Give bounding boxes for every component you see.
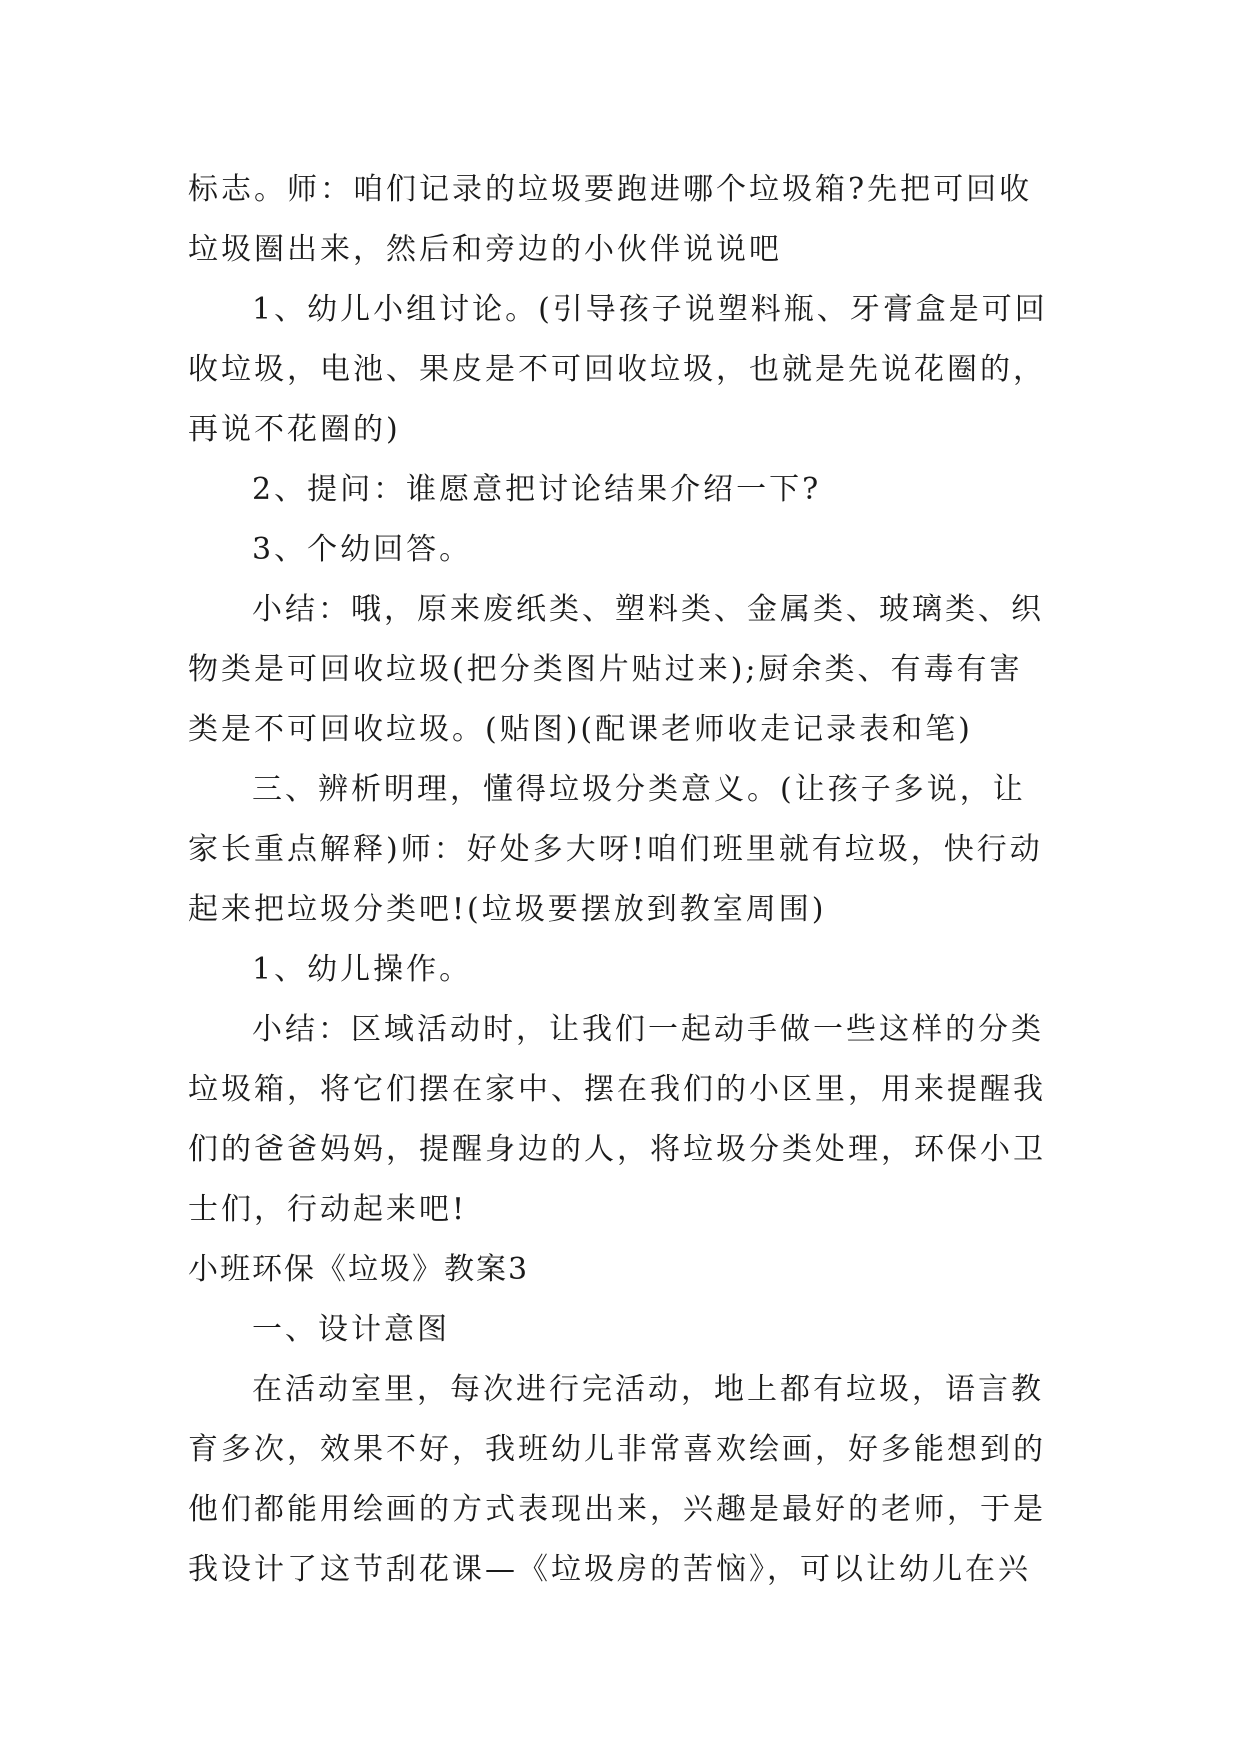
text-line: 标志。师：咱们记录的垃圾要跑进哪个垃圾箱?先把可回收 xyxy=(188,172,1033,207)
text-line: 士们，行动起来吧! xyxy=(188,1192,468,1227)
text-line: 收垃圾，电池、果皮是不可回收垃圾，也就是先说花圈的， xyxy=(188,352,1046,387)
document-body xyxy=(188,160,1056,1600)
text-line: 们的爸爸妈妈，提醒身边的人，将垃圾分类处理，环保小卫 xyxy=(188,1132,1046,1167)
text-line: 1、幼儿操作。 xyxy=(252,952,473,987)
text-line: 垃圾圈出来，然后和旁边的小伙伴说说吧 xyxy=(188,232,782,267)
section-heading: 一、设计意图 xyxy=(252,1312,450,1347)
text-line: 家长重点解释)师：好处多大呀!咱们班里就有垃圾，快行动 xyxy=(188,832,1043,867)
text-line: 在活动室里，每次进行完活动，地上都有垃圾，语言教 xyxy=(252,1372,1044,1407)
text-line: 物类是可回收垃圾(把分类图片贴过来);厨余类、有毒有害 xyxy=(188,652,1023,687)
text-line: 1、幼儿小组讨论。(引导孩子说塑料瓶、牙膏盒是可回 xyxy=(252,292,1048,327)
text-line: 小结：区域活动时，让我们一起动手做一些这样的分类 xyxy=(252,1012,1044,1047)
text-line: 3、个幼回答。 xyxy=(252,532,473,567)
text-line: 我设计了这节刮花课—《垃圾房的苦恼》，可以让幼儿在兴 xyxy=(188,1552,1031,1587)
text-line: 垃圾箱，将它们摆在家中、摆在我们的小区里，用来提醒我 xyxy=(188,1072,1046,1107)
text-line: 育多次，效果不好，我班幼儿非常喜欢绘画，好多能想到的 xyxy=(188,1432,1046,1467)
text-line: 小结：哦，原来废纸类、塑料类、金属类、玻璃类、织 xyxy=(252,592,1044,627)
text-line: 三、辨析明理，懂得垃圾分类意义。(让孩子多说，让 xyxy=(252,772,1026,807)
text-line: 2、提问：谁愿意把讨论结果介绍一下? xyxy=(252,472,822,507)
text-line: 起来把垃圾分类吧!(垃圾要摆放到教室周围) xyxy=(188,892,827,927)
text-line: 类是不可回收垃圾。(贴图)(配课老师收走记录表和笔) xyxy=(188,712,973,747)
text-line: 再说不花圈的) xyxy=(188,412,401,447)
section-title: 小班环保《垃圾》教案3 xyxy=(188,1252,530,1287)
text-line: 他们都能用绘画的方式表现出来，兴趣是最好的老师，于是 xyxy=(188,1492,1046,1527)
